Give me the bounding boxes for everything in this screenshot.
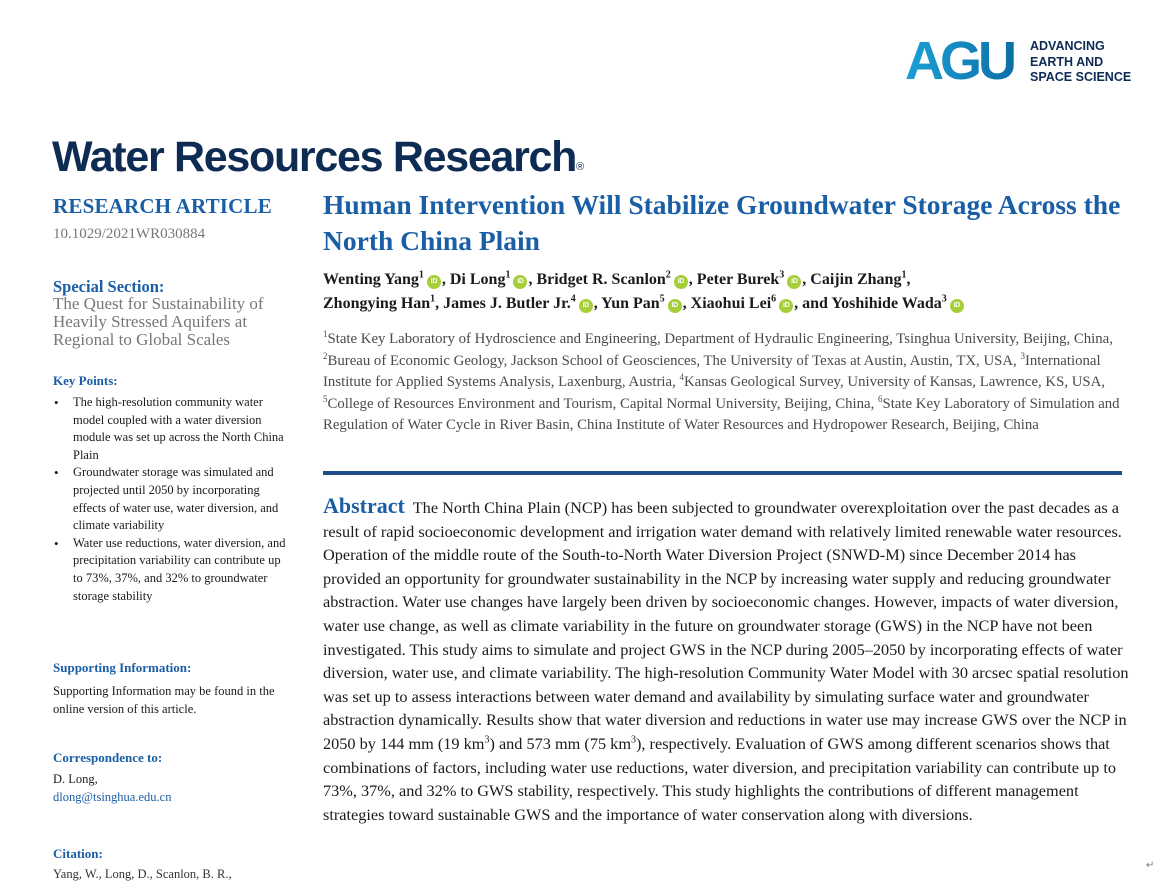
author-name: Yoshihide Wada <box>831 294 942 312</box>
orcid-icon[interactable]: iD <box>950 299 964 313</box>
author-affiliation-number: 1 <box>430 293 436 305</box>
abstract-heading: Abstract <box>323 493 405 518</box>
affiliation-number: 5 <box>323 393 328 404</box>
author-name: Wenting Yang <box>323 271 419 288</box>
supporting-info-text: Supporting Information may be found in the online version of this article. <box>53 684 275 716</box>
author-separator: , <box>906 271 911 288</box>
correspondence-heading: Correspondence to: <box>53 750 163 765</box>
orcid-icon[interactable]: iD <box>787 275 801 289</box>
author-name: Zhongying Han <box>323 294 431 312</box>
abstract-superscript: 3 <box>631 734 636 746</box>
author-separator: , <box>682 294 691 312</box>
abstract-text-part-3: ), respectively. Evaluation of GWS among different scenarios shows that combinations of factors, including water use reductions, water diversion, and precipitation variability can contribute up to 73%, 37%, and 32% to GWS stability, respectively. This study highlights the contributions of different management strategies toward sustainable GWS and the importance of water conservation along with diversions. <box>323 733 1117 824</box>
special-section-heading: Special Section: <box>53 277 165 296</box>
article-type: RESEARCH ARTICLE <box>53 194 272 218</box>
orcid-icon[interactable]: iD <box>513 275 527 289</box>
agu-logo-tagline <box>1030 39 1131 86</box>
key-points-heading: Key Points: <box>53 373 118 388</box>
affiliation-text: State Key Laboratory of Hydroscience and Engineering, Department of Hydraulic Engineering, Tsinghua University, Beijing, China, <box>327 331 1113 347</box>
author-name: Di Long <box>449 271 506 288</box>
author-name: Bridget R. Scanlon <box>536 271 666 288</box>
abstract-superscript: 3 <box>484 734 490 746</box>
author-separator: , <box>528 271 537 288</box>
author-affiliation-number: 3 <box>779 269 785 281</box>
author-name: Yun Pan <box>601 294 660 312</box>
citation-heading: Citation: <box>53 846 103 861</box>
affiliation-text: State Key Laboratory of Simulation and Regulation of Water Cycle in River Basin, China Institute of Water Resources and Hydropower Research, Beijing, China <box>323 395 1120 434</box>
agu-logo-letters: AGU <box>905 38 1013 86</box>
affiliation-number: 4 <box>679 372 684 383</box>
author-separator: , <box>441 271 450 288</box>
orcid-icon[interactable]: iD <box>427 275 441 289</box>
supporting-info-heading: Supporting Information: <box>53 660 192 675</box>
correspondence-email-link[interactable]: dlong@tsinghua.edu.cn <box>53 790 172 804</box>
author-name: Xiaohui Lei <box>690 294 772 312</box>
author-affiliation-number: 1 <box>901 269 907 281</box>
agu-tag-line-1: ADVANCING <box>1030 39 1105 53</box>
key-point-item: • The high-resolution community water model coupled with a water diversion module was set up across the North China Plain <box>53 394 288 464</box>
agu-tag-line-2: EARTH AND <box>1030 54 1104 69</box>
journal-title-text: Water Resources Research <box>52 133 577 181</box>
affiliation-number: 2 <box>323 350 328 361</box>
author-name: Peter Burek <box>696 271 780 288</box>
affiliations <box>323 329 1128 437</box>
author-affiliation-number: 3 <box>941 293 947 305</box>
author-affiliation-number: 6 <box>771 293 777 305</box>
doi-link[interactable]: 10.1029/2021WR030884 <box>53 226 206 242</box>
author-list <box>323 268 1143 315</box>
key-point-item: • Water use reductions, water diversion, and precipitation variability can contribute up to 73%, 37%, and 32% to groundwater storage stability <box>53 535 288 605</box>
affiliation-number: 6 <box>877 393 883 404</box>
special-section-text: The Quest for Sustainability of Heavily Stressed Aquifers at Regional to Global Scales <box>53 294 264 349</box>
author-name: Caijin Zhang <box>810 271 902 288</box>
author-affiliation-number: 2 <box>665 269 671 281</box>
orcid-icon[interactable]: iD <box>579 299 593 313</box>
affiliation-text: International Institute for Applied Systems Analysis, Laxenburg, Austria, <box>323 352 1101 391</box>
abstract-text-part-1: The North China Plain (NCP) has been subjected to groundwater overexploitation over the past decades as a result of rapid socioeconomic development and irrigation water demand with relatively limited renewable water resources. Operation of the middle route of the South-to-North Water Diversion Project (SNWD-M) since December 2014 has provided an opportunity for groundwater sustainability in the NCP by increasing water supply and reducing groundwater abstraction. Water use changes have largely been driven by socioeconomic changes. However, impacts of water diversion, water use change, as well as climate variability in the future on groundwater storage (GWS) in the NCP have not been investigated. This study aims to simulate and project GWS in the NCP during 2005–2050 by incorporating effects of water diversion, water use, and climate variability. The high-resolution Community Water Model with 30 arcsec spatial resolution was set up to assess interactions between water demand and availability by simulating surface water and groundwater abstraction dynamically. Results show that water diversion and reductions in water use may increase GWS over the NCP in 2050 by 144 mm (19 km <box>323 498 1129 753</box>
affiliation-text: Kansas Geological Survey, University of Kansas, Lawrence, KS, USA, <box>683 374 1106 391</box>
abstract-paragraph <box>323 494 1133 826</box>
agu-logo-icon <box>905 38 1027 86</box>
orcid-icon[interactable]: iD <box>674 275 688 289</box>
agu-tag-line-3: SPACE SCIENCE <box>1030 70 1132 84</box>
paper-title: Human Intervention Will Stabilize Groundwater Storage Across the North China Plain <box>323 189 1121 256</box>
affiliation-number: 3 <box>1020 350 1025 361</box>
abstract-text-part-2: ) and 573 mm (75 km <box>489 733 631 753</box>
affiliation-text: College of Resources Environment and Tourism, Capital Normal University, Beijing, China, <box>327 395 878 412</box>
key-points-list <box>53 394 288 605</box>
author-separator: , <box>802 271 811 288</box>
agu-logo-mark <box>905 38 1027 92</box>
author-affiliation-number: 1 <box>418 269 424 281</box>
author-name: James J. Butler Jr. <box>443 294 571 312</box>
citation-text: Yang, W., Long, D., Scanlon, B. R., <box>53 867 232 881</box>
section-divider <box>323 471 1122 475</box>
author-separator: , <box>593 294 602 312</box>
correspondence-name: D. Long, <box>53 772 98 786</box>
author-affiliation-number: 1 <box>505 269 511 281</box>
affiliation-number: 1 <box>323 329 328 340</box>
orcid-icon[interactable]: iD <box>779 299 793 313</box>
registered-mark: ® <box>576 161 583 173</box>
author-affiliation-number: 5 <box>659 293 665 305</box>
author-separator: , and <box>794 294 832 312</box>
orcid-icon[interactable]: iD <box>668 299 682 313</box>
author-separator: , <box>435 294 444 312</box>
author-separator: , <box>688 271 697 288</box>
author-affiliation-number: 4 <box>570 293 576 305</box>
affiliation-text: Bureau of Economic Geology, Jackson School of Geosciences, The University of Texas at Austin, Austin, TX, USA, <box>327 352 1021 369</box>
journal-title <box>52 131 583 183</box>
key-point-item: • Groundwater storage was simulated and projected until 2050 by incorporating effects of water use, water diversion, and climate variability <box>53 464 288 534</box>
return-mark: ↵ <box>1146 860 1155 871</box>
